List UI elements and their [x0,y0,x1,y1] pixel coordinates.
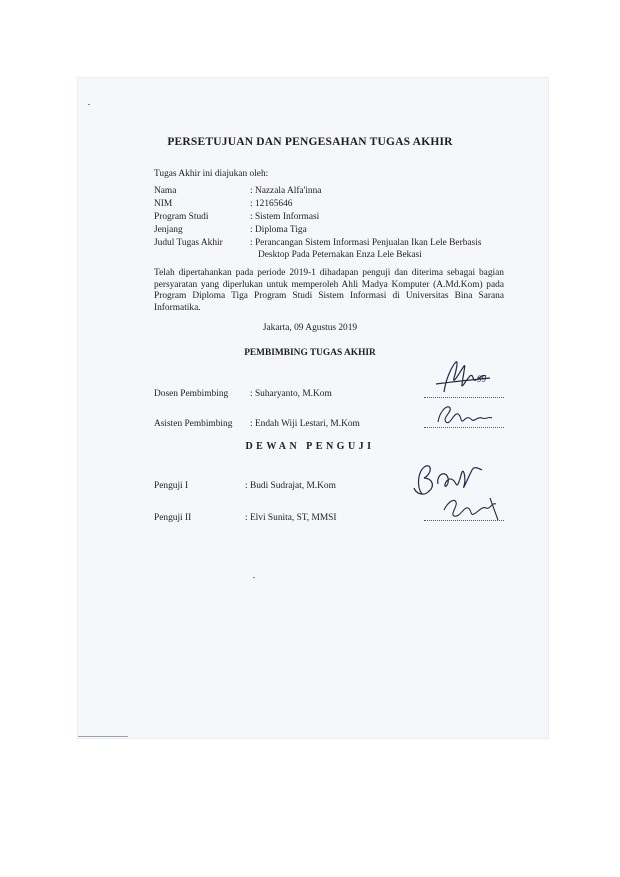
signature-asisten [432,402,502,430]
field-label-jenjang: Jenjang [154,225,183,235]
penguji-heading: DEWAN PENGUJI [245,441,375,452]
asisten-pembimbing-label: Asisten Pembimbing [154,419,233,429]
approval-paragraph: Telah dipertahankan pada periode 2019-1 dihadapan penguji dan diterima sebagai bagian persyaratan yang diperlukan untuk memperoleh Ahli Madya Komputer (A.Md.Kom) pada Program Diploma Tiga Program Studi Sistem Informasi di Universitas Bina Sarana Informatika. [154,268,504,313]
field-value-judul: : Perancangan Sistem Informasi Penjualan Ikan Lele Berbasis [250,238,482,248]
field-value-nim: : 12165646 [250,199,293,209]
field-label-nim: NIM [154,199,173,209]
scan-speck [88,104,90,105]
field-value-jenjang: : Diploma Tiga [250,225,307,235]
pembimbing-heading: PEMBIMBING TUGAS AKHIR [244,348,376,358]
field-value-program-studi: : Sistem Informasi [250,212,320,222]
field-label-nama: Nama [154,186,177,196]
place-date: Jakarta, 09 Agustus 2019 [262,323,358,333]
field-value-judul-line2: Desktop Pada Peternakan Enza Lele Bekasi [258,250,422,260]
signature-line-dosen [424,397,504,398]
intro-text: Tugas Akhir ini diajukan oleh: [154,169,269,179]
svg-text:99: 99 [477,374,486,384]
document-title: PERSETUJUAN DAN PENGESAHAN TUGAS AKHIR [167,136,453,148]
signature-penguji [402,458,512,526]
paper-edge [78,736,128,737]
field-label-program-studi: Program Studi [154,212,209,222]
penguji-1-label: Penguji I [154,481,189,491]
penguji-1-value: : Budi Sudrajat, M.Kom [245,481,336,491]
asisten-pembimbing-value: : Endah Wiji Lestari, M.Kom [250,419,360,429]
scan-speck [253,577,255,578]
field-label-judul: Judul Tugas Akhir [154,238,223,248]
signature-dosen [430,358,510,396]
field-value-nama: : Nazzala Alfa'inna [250,186,322,196]
dosen-pembimbing-label: Dosen Pembimbing [154,389,229,399]
dosen-pembimbing-value: : Suharyanto, M.Kom [250,389,332,399]
penguji-2-label: Penguji II [154,513,192,523]
penguji-2-value: : Elvi Sunita, ST, MMSI [245,513,337,523]
